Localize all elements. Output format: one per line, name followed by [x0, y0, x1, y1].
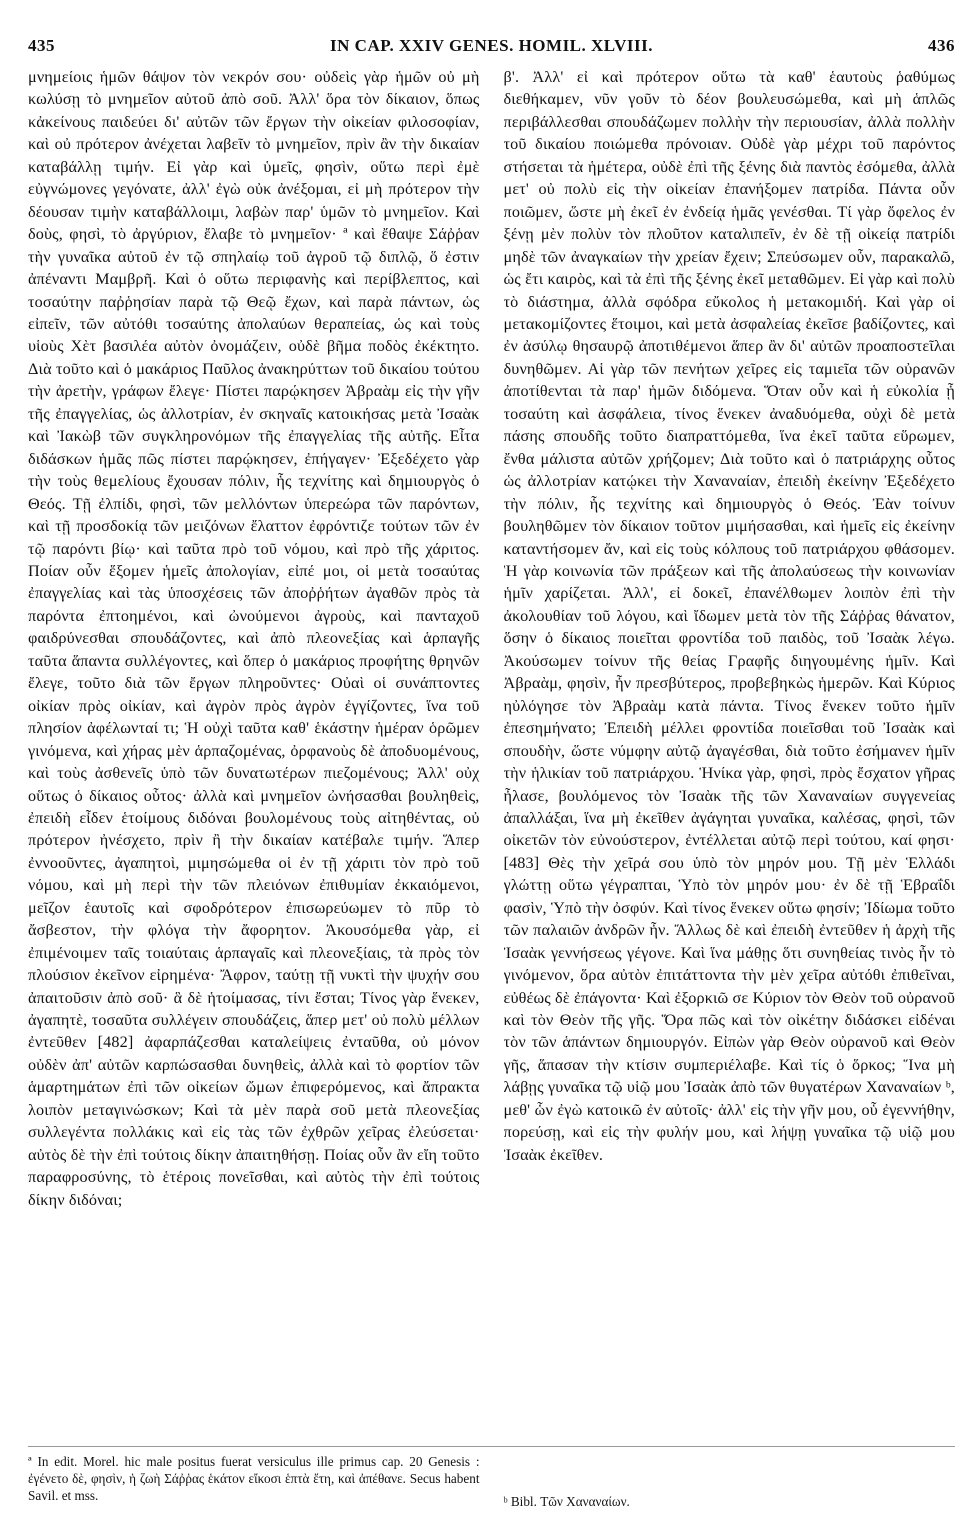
left-column: [28, 66, 480, 1430]
footnote-a: ª In edit. Morel. hic male positus fuerat versiculus ille primus cap. 20 Genesis : ἐγένετο δὲ, φησὶν, ἡ ζωὴ Σάῤῥας ἑκάτον εἴκοσι ἑπτὰ ἔτη, καὶ ἀπέθανε. Secus habent Savil. et mss.: [28, 1454, 480, 1503]
right-column-paragraph: β'. Ἀλλ' εἰ καὶ πρότερον οὕτω τὰ καθ' ἑαυτοὺς ῥαθύμως διεθήκαμεν, νῦν γοῦν τὸ δέον βουλευσώμεθα, καὶ μὴ ἁπλῶς περιβάλλεσθαι σπουδάζωμεν πολλὴν τὴν περιουσίαν, ἀλλὰ πολλὴν τοῦ δικαίου ποιώμεθα πρόνοιαν. Οὐδὲ γὰρ μέχρι τοῦ παρόντος στήσεται τὰ ἡμέτερα, οὐδὲ ἐπὶ τῆς ξένης διὰ παντὸς ἐσόμεθα, ἀλλὰ μετ' οὐ πολὺ εἰς τὴν οἰκείαν ἐπανήξομεν πατρίδα. Πάντα οὖν ποιῶμεν, ὥστε μὴ ἐκεῖ ἐν ἐνδείᾳ ἡμᾶς γενέσθαι. Τί γὰρ ὄφελος ἐν ξένῃ μὲν πολὺν τὸν πλοῦτον καταλιπεῖν, ἐν δὲ τῇ οἰκείᾳ πατρίδι μηδὲ τῶν ἀναγκαίων τὴν χρείαν ἔχειν; Σπεύσωμεν οὖν, παρακαλῶ, ὡς ἔτι καιρὸς, καὶ τὰ ἐπὶ τῆς ξένης ἐκεῖ μεταθῶμεν. Εἰ γὰρ καὶ πολὺ τὸ διάστημα, ἀλλὰ σφόδρα εὔκολος ἡ μετακομιδή. Καὶ γὰρ οἱ μετακομίζοντες ἕτοιμοι, καὶ μετὰ ἀσφαλείας ἐκεῖσε βαδίζοντες, καὶ ἐν ἀσύλῳ θησαυρῷ ἀποτιθέμενοι ἅπερ ἂν δι' αὐτῶν προαποστεῖλαι δυνηθῶμεν. Αἱ γὰρ τῶν πενήτων χεῖρες εἰς ταμιεῖα τῶν οὐρανῶν ἀποτίθενται τὰ παρ' ἡμῶν διδόμενα. Ὅταν οὖν καὶ ἡ εὐκολία ᾖ τοσαύτη καὶ ἀσφάλεια, τίνος ἕνεκεν ἀναδυόμεθα, οὐχὶ δὲ μετὰ πάσης σπουδῆς τοῦτο διαπραττόμεθα, ἵνα ἐκεῖ ταῦτα εὕρωμεν, ἔνθα μάλιστα αὐτῶν χρήζομεν; Διὰ τοῦτο καὶ ὁ πατριάρχης οὗτος ὡς ἀλλοτρίαν κατῴκει τὴν Χαναναίαν, ἐπειδὴ ἐκείνην Ἐξεδέχετο τὴν πόλιν, ἧς τεχνίτης καὶ δημιουργὸς ὁ Θεός. Ἐὰν τοίνυν βουληθῶμεν τὸν δίκαιον τοῦτον μιμήσασθαι, καὶ ἡμεῖς εἰς ἐκείνην καταντήσομεν ἄν, καὶ εἰς τοὺς κόλπους τοῦ πατριάρχου φθάσομεν. Ἡ γὰρ κοινωνία τῶν πράξεων καὶ τῆς ἀπολαύσεως τὴν κοινωνίαν ἡμῖν χαρίζεται. Ἀλλ', εἰ δοκεῖ, ἐπανέλθωμεν λοιπὸν ἐπὶ τὴν ἀκολουθίαν τοῦ λόγου, καὶ ἴδωμεν μετὰ τὸν τῆς Σάῤῥας θάνατον, ὅσην ὁ δίκαιος ποιεῖται φροντίδα τοῦ παιδὸς, τοῦ Ἰσαὰκ λέγω. Ἀκούσωμεν τοίνυν τῆς θείας Γραφῆς διηγουμένης ἡμῖν. Καὶ Ἀβραὰμ, φησὶν, ἦν πρεσβύτερος, προβεβηκὼς ἡμερῶν. Καὶ Κύριος ηὐλόγησε τὸν Ἀβραὰμ κατὰ πάντα. Τίνος ἕνεκεν τοῦτο ἡμῖν ἐπεσημήνατο; Ἐπειδὴ μέλλει φροντίδα ποιεῖσθαι τοῦ Ἰσαὰκ καὶ σπουδὴν, ὥστε νύμφην αὐτῷ ἀγαγέσθαι, διὰ τοῦτο ἐσήμανεν ἡμῖν τὴν ἡλικίαν τοῦ πατριάρχου. Ἡνίκα γὰρ, φησὶ, πρὸς ἔσχατον γῆρας ἦλασε, βουλόμενος τὸν Ἰσαὰκ τῆς τῶν Χαναναίων συγγενείας ἀπαλλάξαι, ἵνα μὴ ἐκεῖθεν ἀγάγηται γυναῖκα, καλέσας, φησὶ, τῶν οἰκετῶν τὸν εὐνούστερον, ἐντέλλεται αὐτῷ περὶ τούτου, καί φησι· [483] Θὲς τὴν χεῖρά σου ὑπὸ τὸν μηρόν μου. Τῇ μὲν Ἑλλάδι γλώττῃ οὕτω γέγραπται, Ὑπὸ τὸν μηρόν μου· ἐν δὲ τῇ Ἑβραΐδι φασὶν, Ὑπὸ τὴν ὀσφύν. Καὶ τίνος ἕνεκεν οὕτω φησίν; Ἰδίωμα τοῦτο τῶν παλαιῶν ἀνδρῶν ἦν. Ἄλλως δὲ καὶ ἐπειδὴ ἐντεῦθεν ἡ ἀρχὴ τῆς Ἰσαὰκ γεννήσεως γέγονε. Καὶ ἵνα μάθῃς ὅτι συνηθείας τινὸς ἦν τὸ γινόμενον, ὅρα αὐτὸν ἐπιτάττοντα τὴν μὲν χεῖρα αὐτόθι ἐπιθεῖναι, εὐθέως δὲ ἐπάγοντα· Καὶ ἐξορκιῶ σε Κύριον τὸν Θεὸν τοῦ οὐρανοῦ καὶ τὸν Θεὸν τῆς γῆς. Ὅρα πῶς καὶ τὸν οἰκέτην διδάσκει εἰδέναι τὸν τῶν ἁπάντων δημιουργόν. Εἰπὼν γὰρ Θεὸν οὐρανοῦ καὶ Θεὸν γῆς, ἅπασαν τὴν κτίσιν συμπεριέλαβε. Καὶ τίς ὁ ὅρκος; Ἵνα μὴ λάβῃς γυναῖκα τῷ υἱῷ μου Ἰσαὰκ ἀπὸ τῶν θυγατέρων Χαναναίων ᵇ, μεθ' ὧν ἐγὼ κατοικῶ ἐν αὐτοῖς· ἀλλ' εἰς τὴν γῆν μου, οὗ ἐγεννήθην, πορεύσῃ, καὶ εἰς τὴν φυλήν μου, καὶ λήψῃ γυναῖκα τῷ υἱῷ μου Ἰσαὰκ ἐκεῖθεν.: [503, 68, 955, 1164]
page-number: 435: [28, 36, 55, 55]
left-column-paragraph: μνημείοις ἡμῶν θάψον τὸν νεκρόν σου· οὐδεὶς γὰρ ἡμῶν οὐ μὴ κωλύσῃ τὸ μνημεῖον αὐτοῦ ἀπὸ σοῦ. Ἀλλ' ὅρα τὸν δίκαιον, ὅπως κἀκείνους παιδεύει δι' αὐτῶν τῶν ἔργων τὴν οἰκείαν φιλοσοφίαν, καὶ οὐ πρότερον ἀνέχεται λαβεῖν τὸ μνημεῖον, πρὶν ἂν τὴν δικαίαν καταβάλλῃ τιμήν. Εἰ γὰρ καὶ ὑμεῖς, φησὶν, οὕτω περὶ ἐμὲ εὐγνώμονες γεγόνατε, ἀλλ' ἐγὼ οὐκ ἀνέξομαι, εἰ μὴ πρότερον τὴν δέουσαν τιμὴν καταβάλλοιμι, λαβὼν παρ' ὑμῶν τὸ μνημεῖον. Καὶ δοὺς, φησὶ, τὸ ἀργύριον, ἔλαβε τὸ μνημεῖον· ª καὶ ἔθαψε Σάῤῥαν τὴν γυναῖκα αὐτοῦ ἐν τῷ σπηλαίῳ τοῦ ἀγροῦ τῷ διπλῷ, ὅ ἐστιν ἀπέναντι Μαμβρῆ. Καὶ ὁ οὕτω περιφανὴς καὶ περίβλεπτος, καὶ τοσαύτην παῤῥησίαν παρὰ τῷ Θεῷ ἔχων, καὶ παρὰ πάντων, ὡς εἰπεῖν, τῶν αὐτόθι τοσαύτης ἀπολαύων θεραπείας, ὡς καὶ τοὺς υἱοὺς Χὲτ βασιλέα αὐτὸν ὀνομάζειν, οὐδὲ βῆμα ποδὸς ἐκέκτητο. Διὰ τοῦτο καὶ ὁ μακάριος Παῦλος ἀνακηρύττων τοῦ δικαίου τούτου τὴν ἀρετὴν, γράφων ἔλεγε· Πίστει παρῴκησεν Ἀβραὰμ εἰς τὴν γῆν τῆς ἐπαγγελίας, ὡς ἀλλοτρίαν, ἐν σκηναῖς κατοικήσας μετὰ Ἰσαὰκ καὶ Ἰακὼβ τῶν συγκληρονόμων τῆς ἐπαγγελίας τῆς αὐτῆς. Εἶτα διδάσκων ἡμᾶς πῶς πίστει παρῴκησεν, ἐπήγαγεν· Ἐξεδέχετο γὰρ τὴν τοὺς θεμελίους ἔχουσαν πόλιν, ἧς τεχνίτης καὶ δημιουργὸς ὁ Θεός. Τῇ ἐλπίδι, φησὶ, τῶν μελλόντων ὑπερεώρα τῶν παρόντων, καὶ τῇ προσδοκίᾳ τῶν μειζόνων ἔλαττον ἐφρόντιζε τούτων τῶν ἐν τῷ παρόντι βίῳ· καὶ ταῦτα πρὸ τοῦ νόμου, καὶ πρὸ τῆς χάριτος. Ποίαν οὖν ἕξομεν ἡμεῖς ἀπολογίαν, εἰπέ μοι, οἱ μετὰ τοσαύτας ἐπαγγελίας καὶ τὰς ὑποσχέσεις τῶν ἀποῤῥήτων ἀγαθῶν πρὸς τὰ παρόντα ἐπτοημένοι, καὶ ὠνούμενοι ἀγροὺς, καὶ πανταχοῦ φαιδρύνεσθαι σπουδάζοντες, καὶ ἀπὸ πλεονεξίας καὶ ἁρπαγῆς ταῦτα ἅπαντα συλλέγοντες, καὶ ὅπερ ὁ μακάριος προφήτης θρηνῶν ἔλεγε, τοῦτο διὰ τῶν ἔργων πληροῦντες· Οὐαὶ οἱ συνάπτοντες οἰκίαν πρὸς οἰκίαν, καὶ ἀγρὸν πρὸς ἀγρὸν ἐγγίζοντες, ἵνα τοῦ πλησίον ἀφέλωνταί τι; Ἡ οὐχὶ ταῦτα καθ' ἑκάστην ἡμέραν ὁρῶμεν γινόμενα, καὶ χήρας μὲν ἁρπαζομένας, ὀρφανοὺς δὲ ἀποδυομένους, καὶ τοὺς ἀσθενεῖς ὑπὸ τῶν δυνατωτέρων πιεζομένους; Ἀλλ' οὐχ οὕτως ὁ δίκαιος οὗτος· ἀλλὰ καὶ μνημεῖον ὠνήσασθαι βουληθεὶς, ἐπειδὴ εἶδεν ἑτοίμους διδόναι βουλομένους τοὺς αἰτηθέντας, οὐ πρότερον ἠνέσχετο, πρὶν ἢ τὴν δικαίαν κατέβαλε τιμήν. Ἅπερ ἐννοοῦντες, ἀγαπητοὶ, μιμησώμεθα οἱ ἐν τῇ χάριτι τὸν πρὸ τοῦ νόμου, καὶ μὴ περὶ τὴν τῶν πλειόνων ἐπιθυμίαν ἐκκαιόμενοι, μεῖζον ἑαυτοῖς καὶ σφοδρότερον ἐπισωρεύωμεν τὸ πῦρ τὸ ἄσβεστον, τὴν φλόγα τὴν ἄφορητον. Ἀκουσόμεθα γὰρ, εἰ ἐπιμένοιμεν ταῖς τοιαύταις ἁρπαγαῖς καὶ πλεονεξίαις, τὰ πρὸς τὸν πλούσιον ἐκεῖνον εἰρημένα· Ἄφρον, ταύτῃ τῇ νυκτὶ τὴν ψυχήν σου ἀπαιτοῦσιν ἀπὸ σοῦ· ἃ δὲ ἡτοίμασας, τίνι ἔσται; Τίνος γὰρ ἕνεκεν, ἀγαπητὲ, τοσαῦτα συλλέγειν σπουδάζεις, ἅπερ μετ' οὐ πολὺ μέλλων ἐντεῦθεν [482] ἀφαρπάζεσθαι καταλείψεις ἐνταῦθα, οὐ μόνον οὐδὲν ἀπ' αὐτῶν καρπώσασθαι δυνηθεὶς, ἀλλὰ καὶ τὸ φορτίον τῶν ἁμαρτημάτων ἐπὶ τῶν οἰκείων ὤμων ἐπιφερόμενος, καὶ ἄπρακτα λοιπὸν μεταγινώσκων; Καὶ τὰ μὲν παρὰ σοῦ μετὰ πλεονεξίας συλλεγέντα πολλάκις καὶ εἰς τὰς τῶν ἐχθρῶν χεῖρας ἐλεύσεται· αὐτὸς δὲ τὴν ἐπὶ τούτοις δίκην ἀπαιτηθήσῃ. Ποίας οὖν ἂν εἴη τοῦτο παραφροσύνης, τὸ ἑτέροις πονεῖσθαι, καὶ αὐτὸς τὴν ἐπὶ τούτοις δίκην διδόναι;: [28, 68, 480, 1209]
text-columns: [28, 66, 955, 1430]
right-column: [504, 66, 956, 1430]
running-title: IN CAP. XXIV GENES. HOMIL. XLVIII.: [330, 36, 653, 55]
page-number-right: 436: [928, 36, 955, 55]
running-header: [28, 36, 955, 58]
footnotes: [28, 1446, 955, 1519]
footnote-b: ᵇ Bibl. Τῶν Χαναναίων.: [503, 1494, 630, 1509]
